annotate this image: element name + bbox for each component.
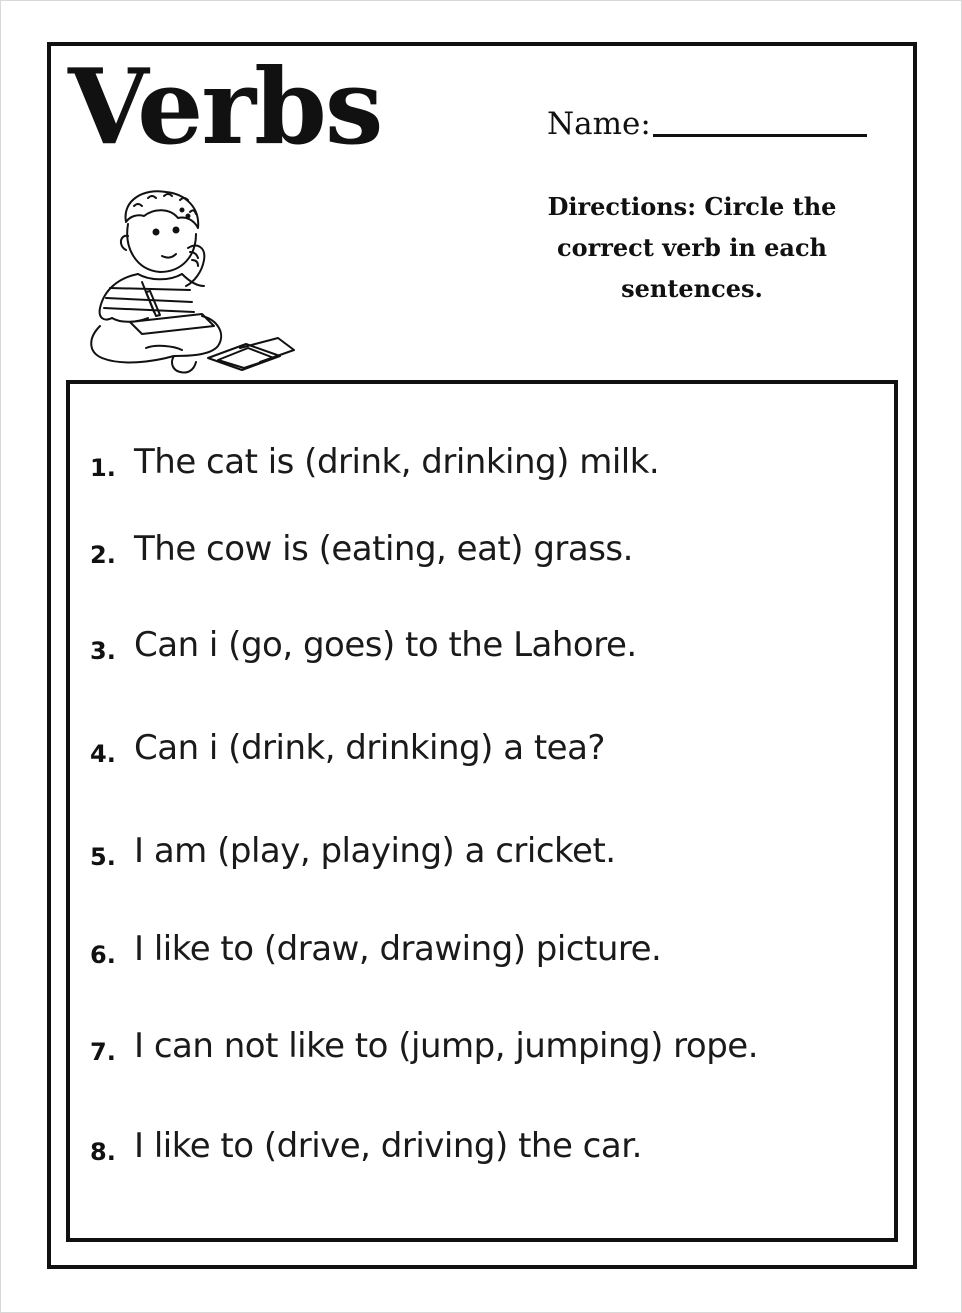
question-text: Can i (go, goes) to the Lahore. — [134, 625, 637, 665]
question-5 — [90, 826, 616, 876]
question-6 — [90, 924, 661, 974]
name-field — [547, 100, 867, 140]
question-number: 1. — [90, 454, 116, 482]
question-2 — [90, 524, 633, 574]
question-text: The cow is (eating, eat) grass. — [134, 529, 633, 569]
question-number: 8. — [90, 1138, 116, 1166]
worksheet-title: Verbs — [68, 45, 382, 168]
question-text: I am (play, playing) a cricket. — [134, 831, 616, 871]
name-label: Name: — [547, 106, 651, 142]
question-1 — [90, 437, 659, 487]
question-8 — [90, 1121, 642, 1171]
question-3 — [90, 620, 637, 670]
question-4 — [90, 723, 605, 773]
directions-text: Directions: Circle the correct verb in each sentences. — [547, 192, 837, 303]
question-7 — [90, 1021, 758, 1071]
question-text: Can i (drink, drinking) a tea? — [134, 728, 605, 768]
question-number: 6. — [90, 941, 116, 969]
question-number: 3. — [90, 637, 116, 665]
question-text: I like to (draw, drawing) picture. — [134, 929, 662, 969]
name-blank-line — [653, 134, 867, 137]
question-number: 5. — [90, 843, 116, 871]
question-number: 7. — [90, 1038, 116, 1066]
questions-box — [66, 380, 898, 1242]
boy-thinking-illustration — [82, 186, 302, 378]
question-text: I like to (drive, driving) the car. — [134, 1126, 642, 1166]
question-text: The cat is (drink, drinking) milk. — [134, 442, 660, 482]
question-number: 2. — [90, 541, 116, 569]
question-number: 4. — [90, 740, 116, 768]
question-text: I can not like to (jump, jumping) rope. — [134, 1026, 759, 1066]
